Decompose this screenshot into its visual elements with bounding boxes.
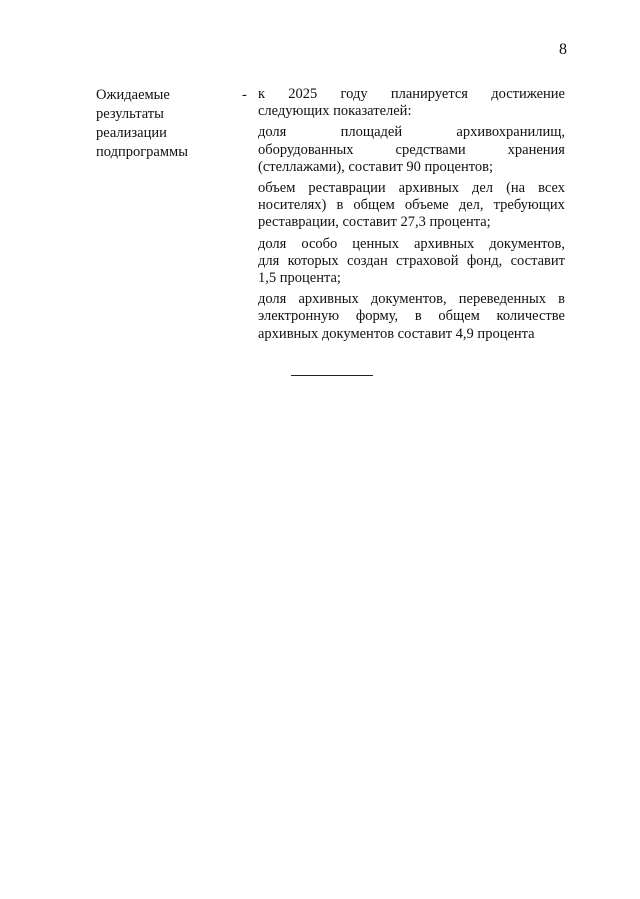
word: фонд, xyxy=(466,252,503,269)
word: 2025 xyxy=(288,86,318,102)
page-number: 8 xyxy=(559,41,567,58)
word: доля xyxy=(258,235,287,252)
result-paragraph xyxy=(258,236,565,288)
word: архивных xyxy=(298,291,359,308)
word: всех xyxy=(538,180,565,197)
word: документов, xyxy=(370,291,447,308)
word: составит xyxy=(510,252,565,269)
word: в xyxy=(558,291,565,308)
word: носителях) xyxy=(258,197,327,214)
paragraph-line xyxy=(258,253,565,270)
word: документов, xyxy=(489,235,565,252)
word: архивных xyxy=(413,235,475,252)
result-paragraph xyxy=(258,180,565,232)
word: страховой xyxy=(396,252,459,269)
word: электронную xyxy=(258,308,340,325)
word: дел, xyxy=(458,197,484,214)
paragraph-line xyxy=(258,291,565,308)
section-label xyxy=(96,86,226,162)
word: году xyxy=(340,86,368,102)
word: создан xyxy=(347,252,388,269)
paragraph-line xyxy=(258,86,565,103)
word: (стеллажами), составит 90 процентов; xyxy=(258,158,494,175)
word: хранения xyxy=(507,141,565,158)
paragraph-line xyxy=(258,103,565,120)
paragraph-line xyxy=(258,236,565,253)
section-label-line: реализации xyxy=(96,125,167,141)
word: ценных xyxy=(352,235,399,252)
word: дел xyxy=(471,180,494,197)
paragraph-line xyxy=(258,214,565,231)
word: оборудованных xyxy=(258,141,354,158)
word: к xyxy=(258,86,266,102)
result-paragraph xyxy=(258,124,565,176)
paragraph-line xyxy=(258,180,565,197)
word: объеме xyxy=(404,197,449,214)
section-label-line: подпрограммы xyxy=(96,144,188,160)
word: достижение xyxy=(491,86,565,102)
paragraph-line xyxy=(258,197,565,214)
result-paragraph xyxy=(258,291,565,343)
word: форму, xyxy=(355,308,399,325)
word: доля xyxy=(258,124,287,141)
word: (на xyxy=(506,180,526,197)
paragraph-line xyxy=(258,326,565,343)
word: следующих показателей: xyxy=(258,103,412,120)
paragraph-line xyxy=(258,270,565,287)
word: переведенных xyxy=(458,291,546,308)
result-paragraph xyxy=(258,86,565,120)
word: в xyxy=(336,197,344,214)
word: 1,5 процента; xyxy=(258,270,341,287)
word: средствами xyxy=(395,141,466,158)
word: площадей xyxy=(340,124,403,141)
word: в xyxy=(414,308,422,325)
section-label-line: Ожидаемые xyxy=(96,87,170,103)
word: особо xyxy=(301,235,338,252)
word: общем xyxy=(438,308,480,325)
word: планируется xyxy=(390,86,468,102)
word: общем xyxy=(353,197,395,214)
word: доля xyxy=(258,291,287,308)
word: реставрации xyxy=(308,180,386,197)
end-rule xyxy=(291,375,373,376)
word: архивохранилищ, xyxy=(456,124,565,141)
section-label-line: результаты xyxy=(96,106,164,122)
word: архивных xyxy=(398,180,459,197)
word: требующих xyxy=(493,197,565,214)
word: объем xyxy=(258,180,296,197)
separator-dash: - xyxy=(242,87,247,103)
word: количестве xyxy=(496,308,565,325)
word: реставрации, составит 27,3 процента; xyxy=(258,214,491,231)
word: которых xyxy=(287,252,339,269)
expected-results-text xyxy=(258,86,565,347)
word: архивных документов составит 4,9 процента xyxy=(258,325,535,342)
word: для xyxy=(258,252,280,269)
paragraph-line xyxy=(258,142,565,159)
paragraph-line xyxy=(258,159,565,176)
paragraph-line xyxy=(258,308,565,325)
paragraph-line xyxy=(258,124,565,141)
